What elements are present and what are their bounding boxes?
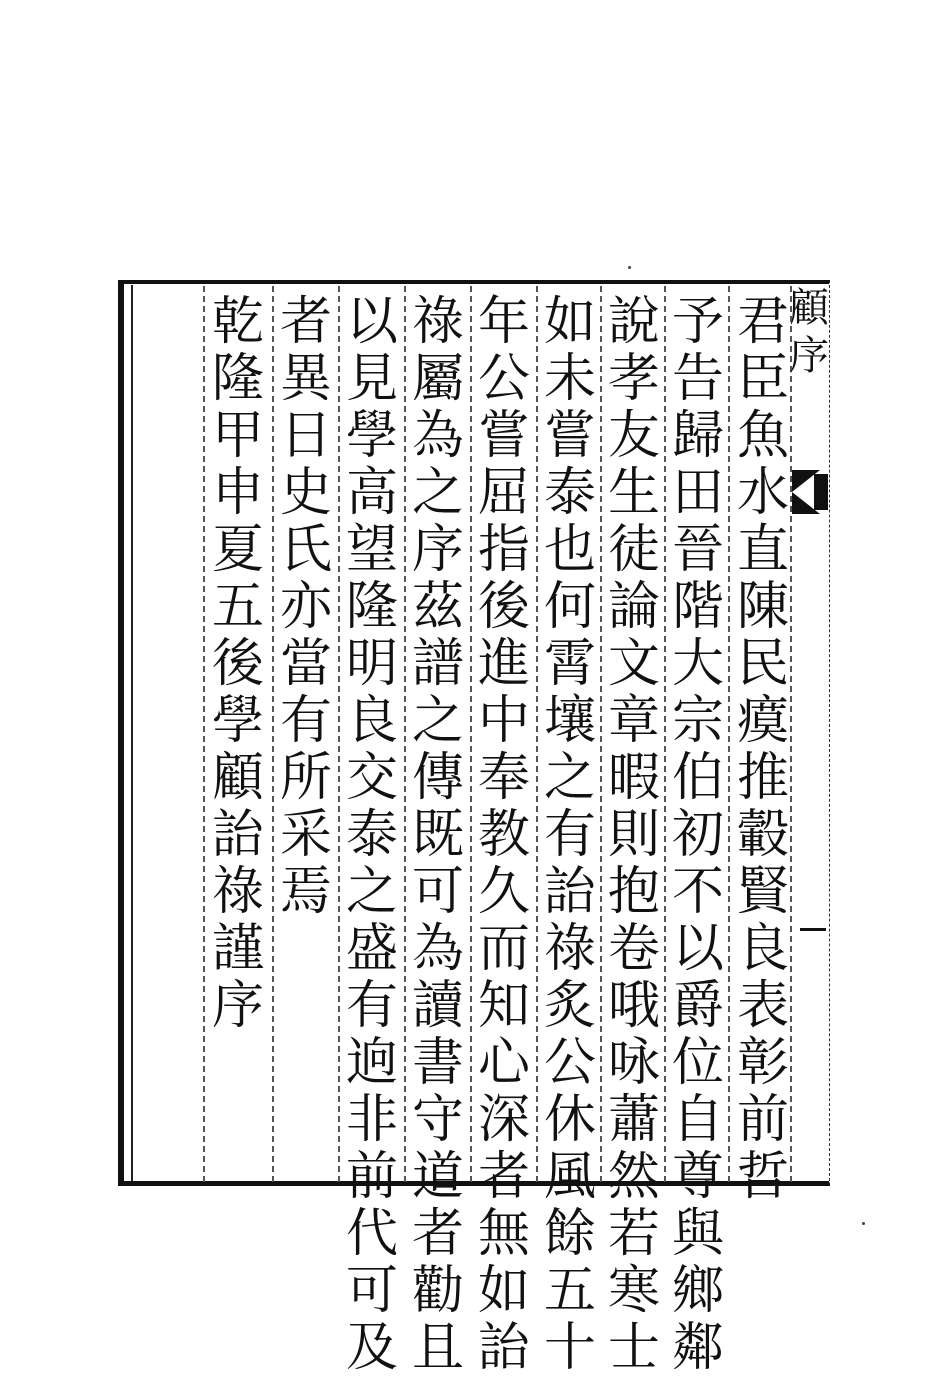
text-char: 可	[411, 862, 464, 922]
text-char: 公	[477, 349, 530, 409]
inner-left-rule	[131, 285, 133, 1181]
text-char: 者	[279, 292, 332, 352]
text-char: 道	[411, 1147, 464, 1207]
text-char: 心	[477, 1033, 530, 1093]
text-char: 序	[411, 520, 464, 580]
text-char: 論	[607, 577, 660, 637]
text-char: 及	[345, 1318, 398, 1378]
text-column-8	[273, 292, 339, 923]
text-char: 說	[607, 292, 660, 352]
text-char: 哲	[736, 1147, 789, 1207]
text-char: 為	[411, 919, 464, 979]
text-char: 乾	[211, 292, 264, 352]
text-char: 卷	[607, 919, 660, 979]
text-char: 魚	[736, 406, 789, 466]
text-char: 而	[477, 919, 530, 979]
text-char: 良	[736, 919, 789, 979]
text-char: 咏	[607, 1033, 660, 1093]
text-column-4	[537, 292, 603, 1379]
text-char: 申	[211, 463, 264, 523]
text-char: 史	[279, 463, 332, 523]
text-char: 蕭	[607, 1090, 660, 1150]
text-char: 且	[411, 1318, 464, 1378]
text-char: 大	[671, 634, 724, 694]
text-char: 嘗	[477, 406, 530, 466]
text-char: 讀	[411, 976, 464, 1036]
margin-strip	[790, 284, 830, 1182]
text-char: 初	[671, 805, 724, 865]
text-char: 位	[671, 1033, 724, 1093]
text-char: 若	[607, 1204, 660, 1264]
text-char: 詒	[211, 805, 264, 865]
text-char: 前	[736, 1090, 789, 1150]
margin-title-char: 顧	[789, 285, 829, 331]
text-char: 譜	[411, 634, 464, 694]
text-char: 當	[279, 634, 332, 694]
text-char: 餘	[543, 1204, 596, 1264]
text-char: 徒	[607, 520, 660, 580]
text-char: 祿	[211, 862, 264, 922]
text-char: 屈	[477, 463, 530, 523]
text-char: 後	[211, 634, 264, 694]
text-char: 彰	[736, 1033, 789, 1093]
text-char: 良	[345, 691, 398, 751]
text-char: 鄰	[671, 1318, 724, 1378]
text-char: 田	[671, 463, 724, 523]
text-char: 予	[671, 292, 724, 352]
text-char: 交	[345, 748, 398, 808]
text-char: 深	[477, 1090, 530, 1150]
text-char: 勸	[411, 1261, 464, 1321]
text-char: 者	[411, 1204, 464, 1264]
text-column-9	[205, 292, 271, 1037]
text-char: 壤	[543, 691, 596, 751]
text-char: 文	[607, 634, 660, 694]
text-char: 公	[543, 1033, 596, 1093]
text-char: 則	[607, 805, 660, 865]
text-column-1	[730, 292, 796, 1208]
text-char: 教	[477, 805, 530, 865]
margin-page-number	[798, 905, 828, 949]
text-char: 盛	[345, 919, 398, 979]
text-char: 風	[543, 1147, 596, 1207]
text-char: 臣	[736, 349, 789, 409]
text-char: 不	[671, 862, 724, 922]
text-char: 者	[477, 1147, 530, 1207]
text-char: 序	[211, 976, 264, 1036]
text-char: 然	[607, 1147, 660, 1207]
text-char: 以	[671, 919, 724, 979]
text-char: 年	[477, 292, 530, 352]
text-char: 甲	[211, 406, 264, 466]
text-char: 泰	[543, 463, 596, 523]
text-char: 轂	[736, 805, 789, 865]
text-char: 君	[736, 292, 789, 352]
text-char: 亦	[279, 577, 332, 637]
text-char: 指	[477, 520, 530, 580]
fish-tail-bar	[814, 474, 828, 510]
text-char: 祿	[411, 292, 464, 352]
text-char: 告	[671, 349, 724, 409]
text-char: 伯	[671, 748, 724, 808]
text-char: 何	[543, 577, 596, 637]
text-char: 傳	[411, 748, 464, 808]
text-char: 水	[736, 463, 789, 523]
text-char: 代	[345, 1204, 398, 1264]
text-char: 之	[411, 463, 464, 523]
text-char: 書	[411, 1033, 464, 1093]
text-char: 日	[279, 406, 332, 466]
text-char: 知	[477, 976, 530, 1036]
text-char: 焉	[279, 862, 332, 922]
text-char: 如	[543, 292, 596, 352]
text-char: 鄉	[671, 1261, 724, 1321]
text-char: 為	[411, 406, 464, 466]
text-char: 五	[543, 1261, 596, 1321]
text-char: 中	[477, 691, 530, 751]
text-char: 炙	[543, 976, 596, 1036]
text-char: 夏	[211, 520, 264, 580]
text-char: 非	[345, 1090, 398, 1150]
text-char: 章	[607, 691, 660, 751]
text-char: 尊	[671, 1147, 724, 1207]
text-char: 采	[279, 805, 332, 865]
text-char: 士	[607, 1318, 660, 1378]
text-char: 友	[607, 406, 660, 466]
margin-title-char: 序	[789, 333, 829, 379]
text-char: 也	[543, 520, 596, 580]
text-char: 爵	[671, 976, 724, 1036]
text-char: 民	[736, 634, 789, 694]
text-char: 孝	[607, 349, 660, 409]
text-char: 學	[345, 406, 398, 466]
text-char: 明	[345, 634, 398, 694]
text-char: 階	[671, 577, 724, 637]
text-char: 之	[411, 691, 464, 751]
text-char: 推	[736, 748, 789, 808]
text-char: 有	[279, 691, 332, 751]
text-char: 休	[543, 1090, 596, 1150]
text-char: 霄	[543, 634, 596, 694]
text-char: 之	[543, 748, 596, 808]
text-char: 十	[543, 1318, 596, 1378]
text-char: 有	[345, 976, 398, 1036]
text-char: 祿	[543, 919, 596, 979]
text-char: 以	[345, 292, 398, 352]
text-column-5	[471, 292, 537, 1379]
text-char: 既	[411, 805, 464, 865]
text-char: 茲	[411, 577, 464, 637]
text-char: 泰	[345, 805, 398, 865]
text-char: 隆	[345, 577, 398, 637]
text-char: 守	[411, 1090, 464, 1150]
text-column-3	[601, 292, 667, 1379]
ink-speck	[628, 266, 631, 269]
text-char: 久	[477, 862, 530, 922]
text-char: 如	[477, 1261, 530, 1321]
text-char: 望	[345, 520, 398, 580]
text-char: 屬	[411, 349, 464, 409]
text-char: 歸	[671, 406, 724, 466]
text-char: 嘗	[543, 406, 596, 466]
text-char: 晉	[671, 520, 724, 580]
text-char: 隆	[211, 349, 264, 409]
ink-speck	[862, 1222, 865, 1225]
text-char: 奉	[477, 748, 530, 808]
text-char: 與	[671, 1204, 724, 1264]
text-char: 之	[345, 862, 398, 922]
text-char: 謹	[211, 919, 264, 979]
text-char: 後	[477, 577, 530, 637]
text-char: 哦	[607, 976, 660, 1036]
text-char: 陳	[736, 577, 789, 637]
text-char: 前	[345, 1147, 398, 1207]
text-char: 可	[345, 1261, 398, 1321]
text-char: 宗	[671, 691, 724, 751]
text-char: 直	[736, 520, 789, 580]
text-char: 表	[736, 976, 789, 1036]
text-char: 生	[607, 463, 660, 523]
text-column-7	[339, 292, 405, 1379]
text-char: 氏	[279, 520, 332, 580]
text-char: 有	[543, 805, 596, 865]
text-char: 進	[477, 634, 530, 694]
text-char: 瘼	[736, 691, 789, 751]
text-char: 顧	[211, 748, 264, 808]
text-char: 暇	[607, 748, 660, 808]
text-char: 異	[279, 349, 332, 409]
text-char: 學	[211, 691, 264, 751]
text-char: 見	[345, 349, 398, 409]
text-char: 逈	[345, 1033, 398, 1093]
text-char: 高	[345, 463, 398, 523]
text-char: 詒	[543, 862, 596, 922]
text-column-6	[405, 292, 471, 1379]
text-char: 所	[279, 748, 332, 808]
text-char: 賢	[736, 862, 789, 922]
text-column-2	[665, 292, 731, 1379]
text-char: 自	[671, 1090, 724, 1150]
text-char: 未	[543, 349, 596, 409]
text-char: 五	[211, 577, 264, 637]
text-char: 詒	[477, 1318, 530, 1378]
text-char: 無	[477, 1204, 530, 1264]
text-char: 寒	[607, 1261, 660, 1321]
text-char: 抱	[607, 862, 660, 922]
